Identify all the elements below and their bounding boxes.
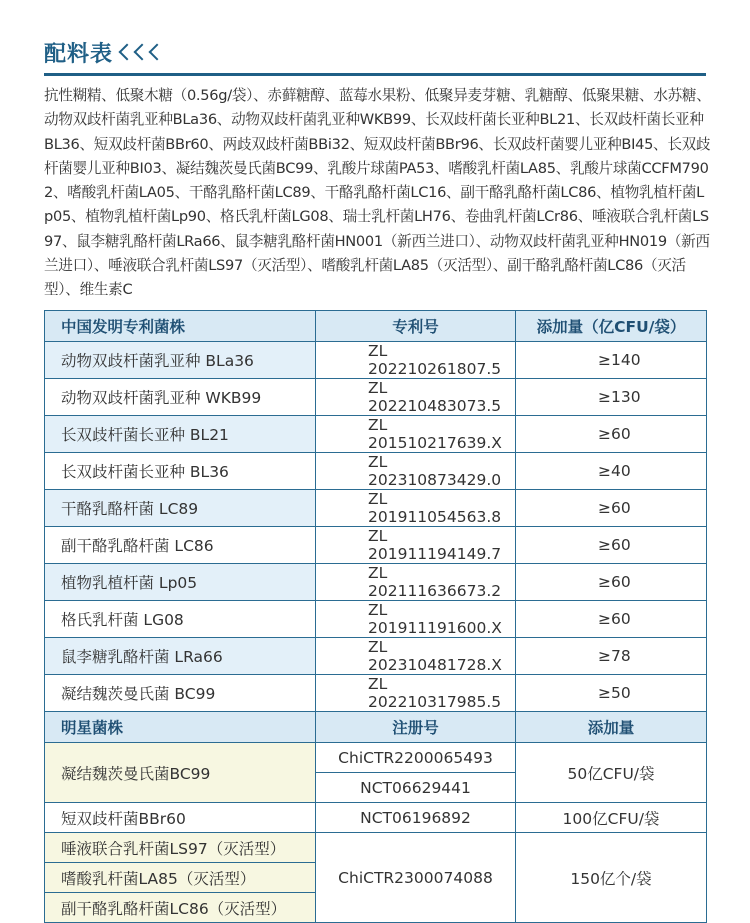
strain-cell: 副干酪乳酪杆菌LC86（灭活型） (45, 893, 316, 923)
amount-cell: ≥60 (516, 601, 707, 638)
patent-cell: ZL 201911191600.X (316, 601, 516, 638)
patent-cell: ZL 202210317985.5 (316, 675, 516, 712)
strain-cell: 副干酪乳酪杆菌 LC86 (45, 527, 316, 564)
patent-header-row (45, 311, 707, 342)
amount-cell: 100亿CFU/袋 (516, 803, 707, 833)
header-star-strain: 明星菌株 (45, 712, 316, 743)
table-row (45, 638, 707, 675)
page-title: 配料表 (44, 41, 114, 67)
amount-cell: 150亿个/袋 (516, 833, 707, 923)
registration-cell: ChiCTR2200065493 (316, 743, 516, 773)
registration-cell: ChiCTR2300074088 (316, 833, 516, 923)
amount-cell: ≥60 (516, 416, 707, 453)
patent-cell: ZL 202111636673.2 (316, 564, 516, 601)
header-patent-amount: 添加量（亿CFU/袋） (516, 311, 707, 342)
strain-cell: 长双歧杆菌长亚种 BL21 (45, 416, 316, 453)
patent-cell: ZL 202210261807.5 (316, 342, 516, 379)
strain-table (44, 310, 707, 923)
patent-cell: ZL 201911054563.8 (316, 490, 516, 527)
table-row (45, 342, 707, 379)
strain-cell: 短双歧杆菌BBr60 (45, 803, 316, 833)
header-star-registration: 注册号 (316, 712, 516, 743)
table-row (45, 743, 707, 773)
patent-cell: ZL 202310873429.0 (316, 453, 516, 490)
table-row (45, 416, 707, 453)
strain-cell: 凝结魏茨曼氏菌 BC99 (45, 675, 316, 712)
strain-cell: 嗜酸乳杆菌LA85（灭活型） (45, 863, 316, 893)
table-row (45, 803, 707, 833)
table-row (45, 675, 707, 712)
table-row (45, 490, 707, 527)
ingredients-text: 抗性糊精、低聚木糖（0.56g/袋）、赤藓糖醇、蓝莓水果粉、低聚异麦芽糖、乳糖醇、低聚果糖、水苏糖、动物双歧杆菌乳亚种BLa36、动物双歧杆菌乳亚种WKB99、长双歧杆菌长亚种BL21、长双歧杆菌长亚种BL36、短双歧杆菌BBr60、两歧双歧杆菌BBi32、短双歧杆菌BBr96、长双歧杆菌婴儿亚种BI45、长双歧杆菌婴儿亚种BI03、凝结魏茨曼氏菌BC99、乳酸片球菌PA53、嗜酸乳杆菌LA85、乳酸片球菌CCFM7902、嗜酸乳杆菌LA05、干酪乳酪杆菌LC89、干酪乳酪杆菌LC16、副干酪乳酪杆菌LC86、植物乳植杆菌Lp05、植物乳植杆菌Lp90、格氏乳杆菌LG08、瑞士乳杆菌LH76、卷曲乳杆菌LCr86、唾液联合乳杆菌LS97、鼠李糖乳酪杆菌LRa66、鼠李糖乳酪杆菌HN001（新西兰进口）、动物双歧杆菌乳亚种HN019（新西兰进口）、唾液联合乳杆菌LS97（灭活型）、嗜酸乳杆菌LA85（灭活型）、副干酪乳酪杆菌LC86（灭活型）、维生素C (44, 87, 711, 299)
section-header (44, 36, 166, 68)
table-row (45, 564, 707, 601)
patent-cell: ZL 202210483073.5 (316, 379, 516, 416)
registration-cell: NCT06629441 (316, 773, 516, 803)
strain-cell: 长双歧杆菌长亚种 BL36 (45, 453, 316, 490)
amount-cell: ≥40 (516, 453, 707, 490)
amount-cell: ≥50 (516, 675, 707, 712)
table-row (45, 833, 707, 863)
patent-cell: ZL 202310481728.X (316, 638, 516, 675)
strain-cell: 动物双歧杆菌乳亚种 BLa36 (45, 342, 316, 379)
header-patent-number: 专利号 (316, 311, 516, 342)
strain-cell: 动物双歧杆菌乳亚种 WKB99 (45, 379, 316, 416)
title-divider (44, 73, 706, 76)
header-star-amount: 添加量 (516, 712, 707, 743)
strain-cell: 植物乳植杆菌 Lp05 (45, 564, 316, 601)
amount-cell: ≥130 (516, 379, 707, 416)
table-row (45, 379, 707, 416)
strain-cell: 干酪乳酪杆菌 LC89 (45, 490, 316, 527)
strain-cell: 凝结魏茨曼氏菌BC99 (45, 743, 316, 803)
strain-cell: 鼠李糖乳酪杆菌 LRa66 (45, 638, 316, 675)
registration-cell: NCT06196892 (316, 803, 516, 833)
amount-cell: ≥60 (516, 564, 707, 601)
triple-chevron-left-icon (121, 46, 166, 58)
amount-cell: ≥78 (516, 638, 707, 675)
star-header-row (45, 712, 707, 743)
strain-cell: 格氏乳杆菌 LG08 (45, 601, 316, 638)
amount-cell: ≥60 (516, 490, 707, 527)
amount-cell: ≥60 (516, 527, 707, 564)
amount-cell: 50亿CFU/袋 (516, 743, 707, 803)
patent-cell: ZL 201510217639.X (316, 416, 516, 453)
patent-cell: ZL 201911194149.7 (316, 527, 516, 564)
amount-cell: ≥140 (516, 342, 707, 379)
table-row (45, 601, 707, 638)
strain-cell: 唾液联合乳杆菌LS97（灭活型） (45, 833, 316, 863)
header-patent-strain: 中国发明专利菌株 (45, 311, 316, 342)
table-row (45, 453, 707, 490)
table-row (45, 527, 707, 564)
